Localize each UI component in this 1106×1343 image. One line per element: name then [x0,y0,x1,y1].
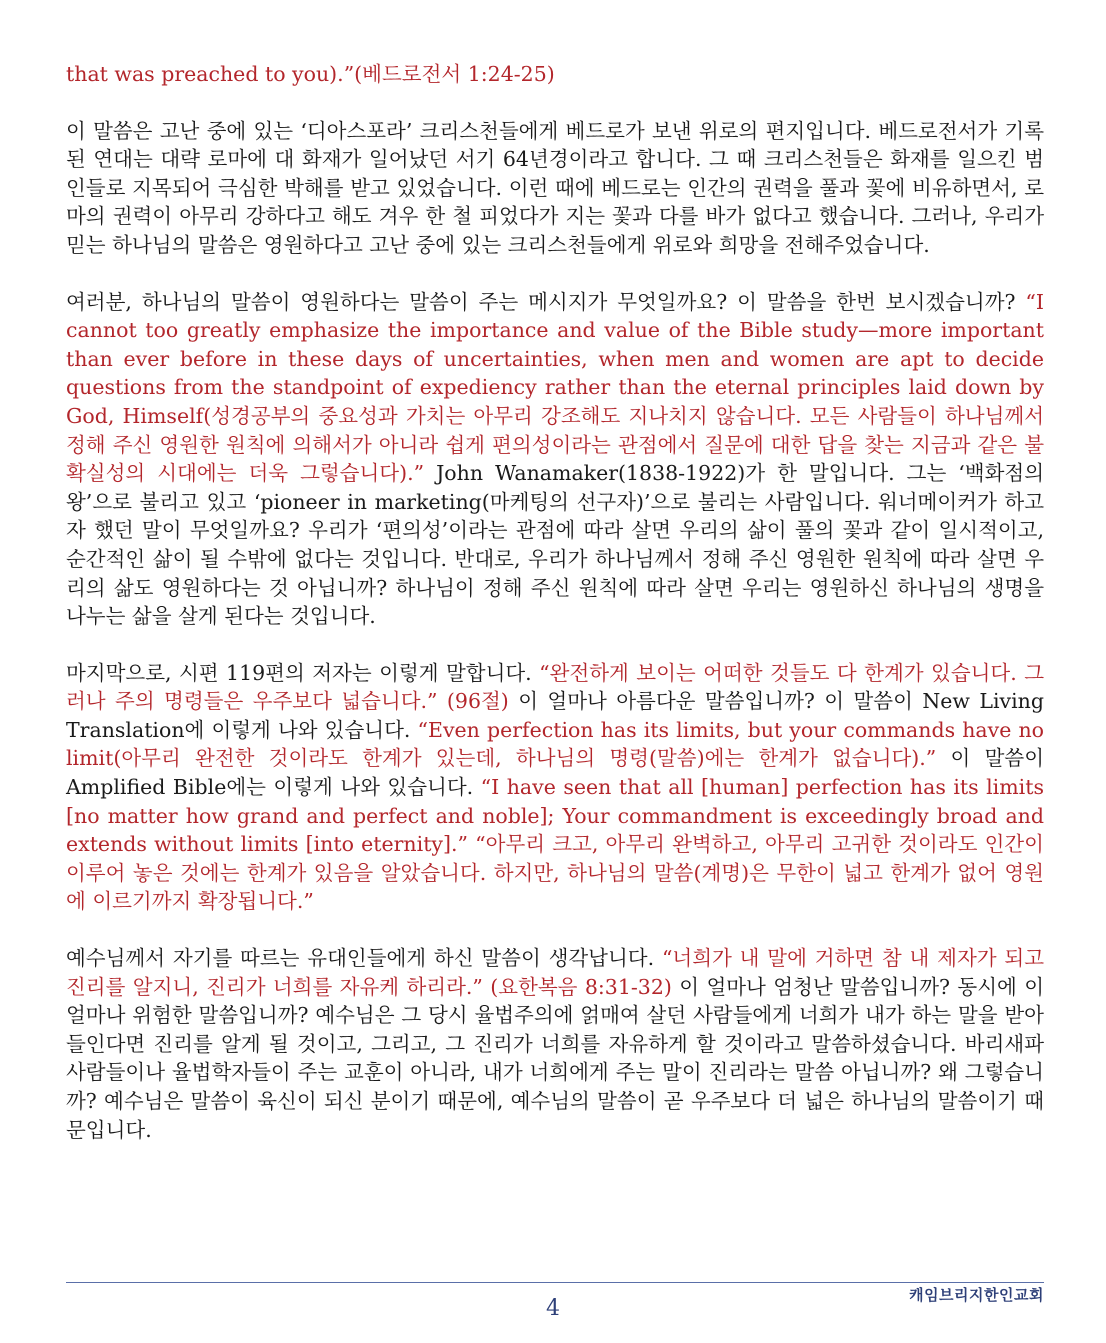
body-text: John Wanamaker(1838-1922)가 한 말입니다. 그는 ‘백화점의 왕’으로 불리고 있고 ‘pioneer in marketing(마케팅의 선구자)’으로 불리는 사람입니다. 워너메이커가 하고자 했던 말이 무엇일까요? 우리가 ‘편의성’이라는 관점에 따라 살면 우리의 삶이 풀의 꽃과 같이 일시적이고, 순간적인 삶이 될 수밖에 없다는 것입니다. 반대로, 우리가 하나님께서 정해 주신 영원한 원칙에 따라 살면 우리의 삶도 영원하다는 것 아닙니까? 하나님이 정해 주신 원칙에 따라 살면 우리는 영원하신 하나님의 생명을 나누는 삶을 살게 된다는 것입니다. [66,461,1044,629]
paragraph-4 [66,659,1044,916]
body-text: 예수님께서 자기를 따르는 유대인들에게 하신 말씀이 생각납니다. [66,946,662,971]
paragraph-3 [66,288,1044,631]
document-body [66,60,1044,1172]
body-text: 이 얼마나 엄청난 말씀입니까? 동시에 이 얼마나 위험한 말씀입니까? 예수님은 그 당시 율법주의에 얽매여 살던 사람들에게 너희가 내가 하는 말을 받아들인다면 진리를 알게 될 것이고, 그리고, 그 진리가 너희를 자유하게 할 것이라고 말씀하셨습니다. 바리새파 사람들이나 율법학자들이 주는 교훈이 아니라, 내가 너희에게 주는 말이 진리라는 말씀 아닙니까? 왜 그렇습니까? 예수님은 말씀이 육신이 되신 분이기 때문에, 예수님의 말씀이 곧 우주보다 더 넓은 하나님의 말씀이기 때문입니다. [66,974,1045,1142]
body-text: 이 말씀은 고난 중에 있는 ‘디아스포라’ 크리스천들에게 베드로가 보낸 위로의 편지입니다. 베드로전서가 기록된 연대는 대략 로마에 대 화재가 일어났던 서기 64년경이라고 합니다. 그 때 크리스천들은 화재를 일으킨 범인들로 지목되어 극심한 박해를 받고 있었습니다. 이런 때에 베드로는 인간의 권력을 풀과 꽃에 비유하면서, 로마의 권력이 아무리 강하다고 해도 겨우 한 철 피었다가 지는 꽃과 다를 바가 없다고 했습니다. 그러나, 우리가 믿는 하나님의 말씀은 영원하다고 고난 중에 있는 크리스천들에게 위로와 희망을 전해주었습니다. [66,118,1044,257]
amplified-quote: “I have seen that all [human] perfection has its limits [no matter how grand and perfect and noble]; Your commandment is exceedingly broad and extends without limits [into eternity].” “아무리 크고, 아무리 완벽하고, 아무리 고귀한 것이라도 인간이 이루어 놓은 것에는 한계가 있음을 알았습니다. 하지만, 하나님의 말씀(계명)은 무한이 넓고 한계가 없어 영원에 이르기까지 확장됩니다.” [66,775,1044,914]
psalm-quote: “완전하게 보이는 어떠한 것들도 다 한계가 있습니다. 그러나 주의 명령들은 우주보다 넓습니다.” (96절) [66,660,1045,714]
body-text: 이 얼마나 아름다운 말씀입니까? 이 말씀이 New Living Translation에 이렇게 나와 있습니다. [66,689,1044,742]
wanamaker-quote: “I cannot too greatly emphasize the importance and value of the Bible study—more important than ever before in these days of uncertainties, when men and women are apt to decide questions from the standpoint of expediency rather than the eternal principles laid down by God, Himself(성경공부의 중요성과 가치는 아무리 강조해도 지나치지 않습니다. 모든 사람들이 하나님께서 정해 주신 영원한 원칙에 의해서가 아니라 쉽게 편의성이라는 관점에서 질문에 대한 답을 찾는 지금과 같은 불확실성의 시대에는 더욱 그렇습니다).” [66,289,1044,486]
paragraph-1 [66,60,1044,89]
body-text: 여러분, 하나님의 말씀이 영원하다는 말씀이 주는 메시지가 무엇일까요? 이 말씀을 한번 보시겠습니까? [66,289,1026,314]
page-number: 4 [546,1296,560,1321]
paragraph-5 [66,944,1044,1144]
scripture-citation-end: that was preached to you).”(베드로전서 1:24-25) [66,62,555,86]
footer-divider [66,1282,1044,1283]
body-text: 마지막으로, 시편 119편의 저자는 이렇게 말합니다. [66,660,540,685]
nlt-quote: “Even perfection has its limits, but your commands have no limit(아무리 완전한 것이라도 한계가 있는데, 하나님의 명령(말씀)에는 한계가 없습니다).” [66,717,1045,771]
paragraph-2 [66,117,1044,260]
john-quote: “너희가 내 말에 거하면 참 내 제자가 되고 진리를 알지니, 진리가 너희를 자유케 하리라.” (요한복음 8:31-32) [66,946,1044,999]
body-text: 이 말씀이 Amplified Bible에는 이렇게 나와 있습니다. [66,746,1044,800]
church-name: 캐임브리지한인교회 [909,1286,1044,1304]
